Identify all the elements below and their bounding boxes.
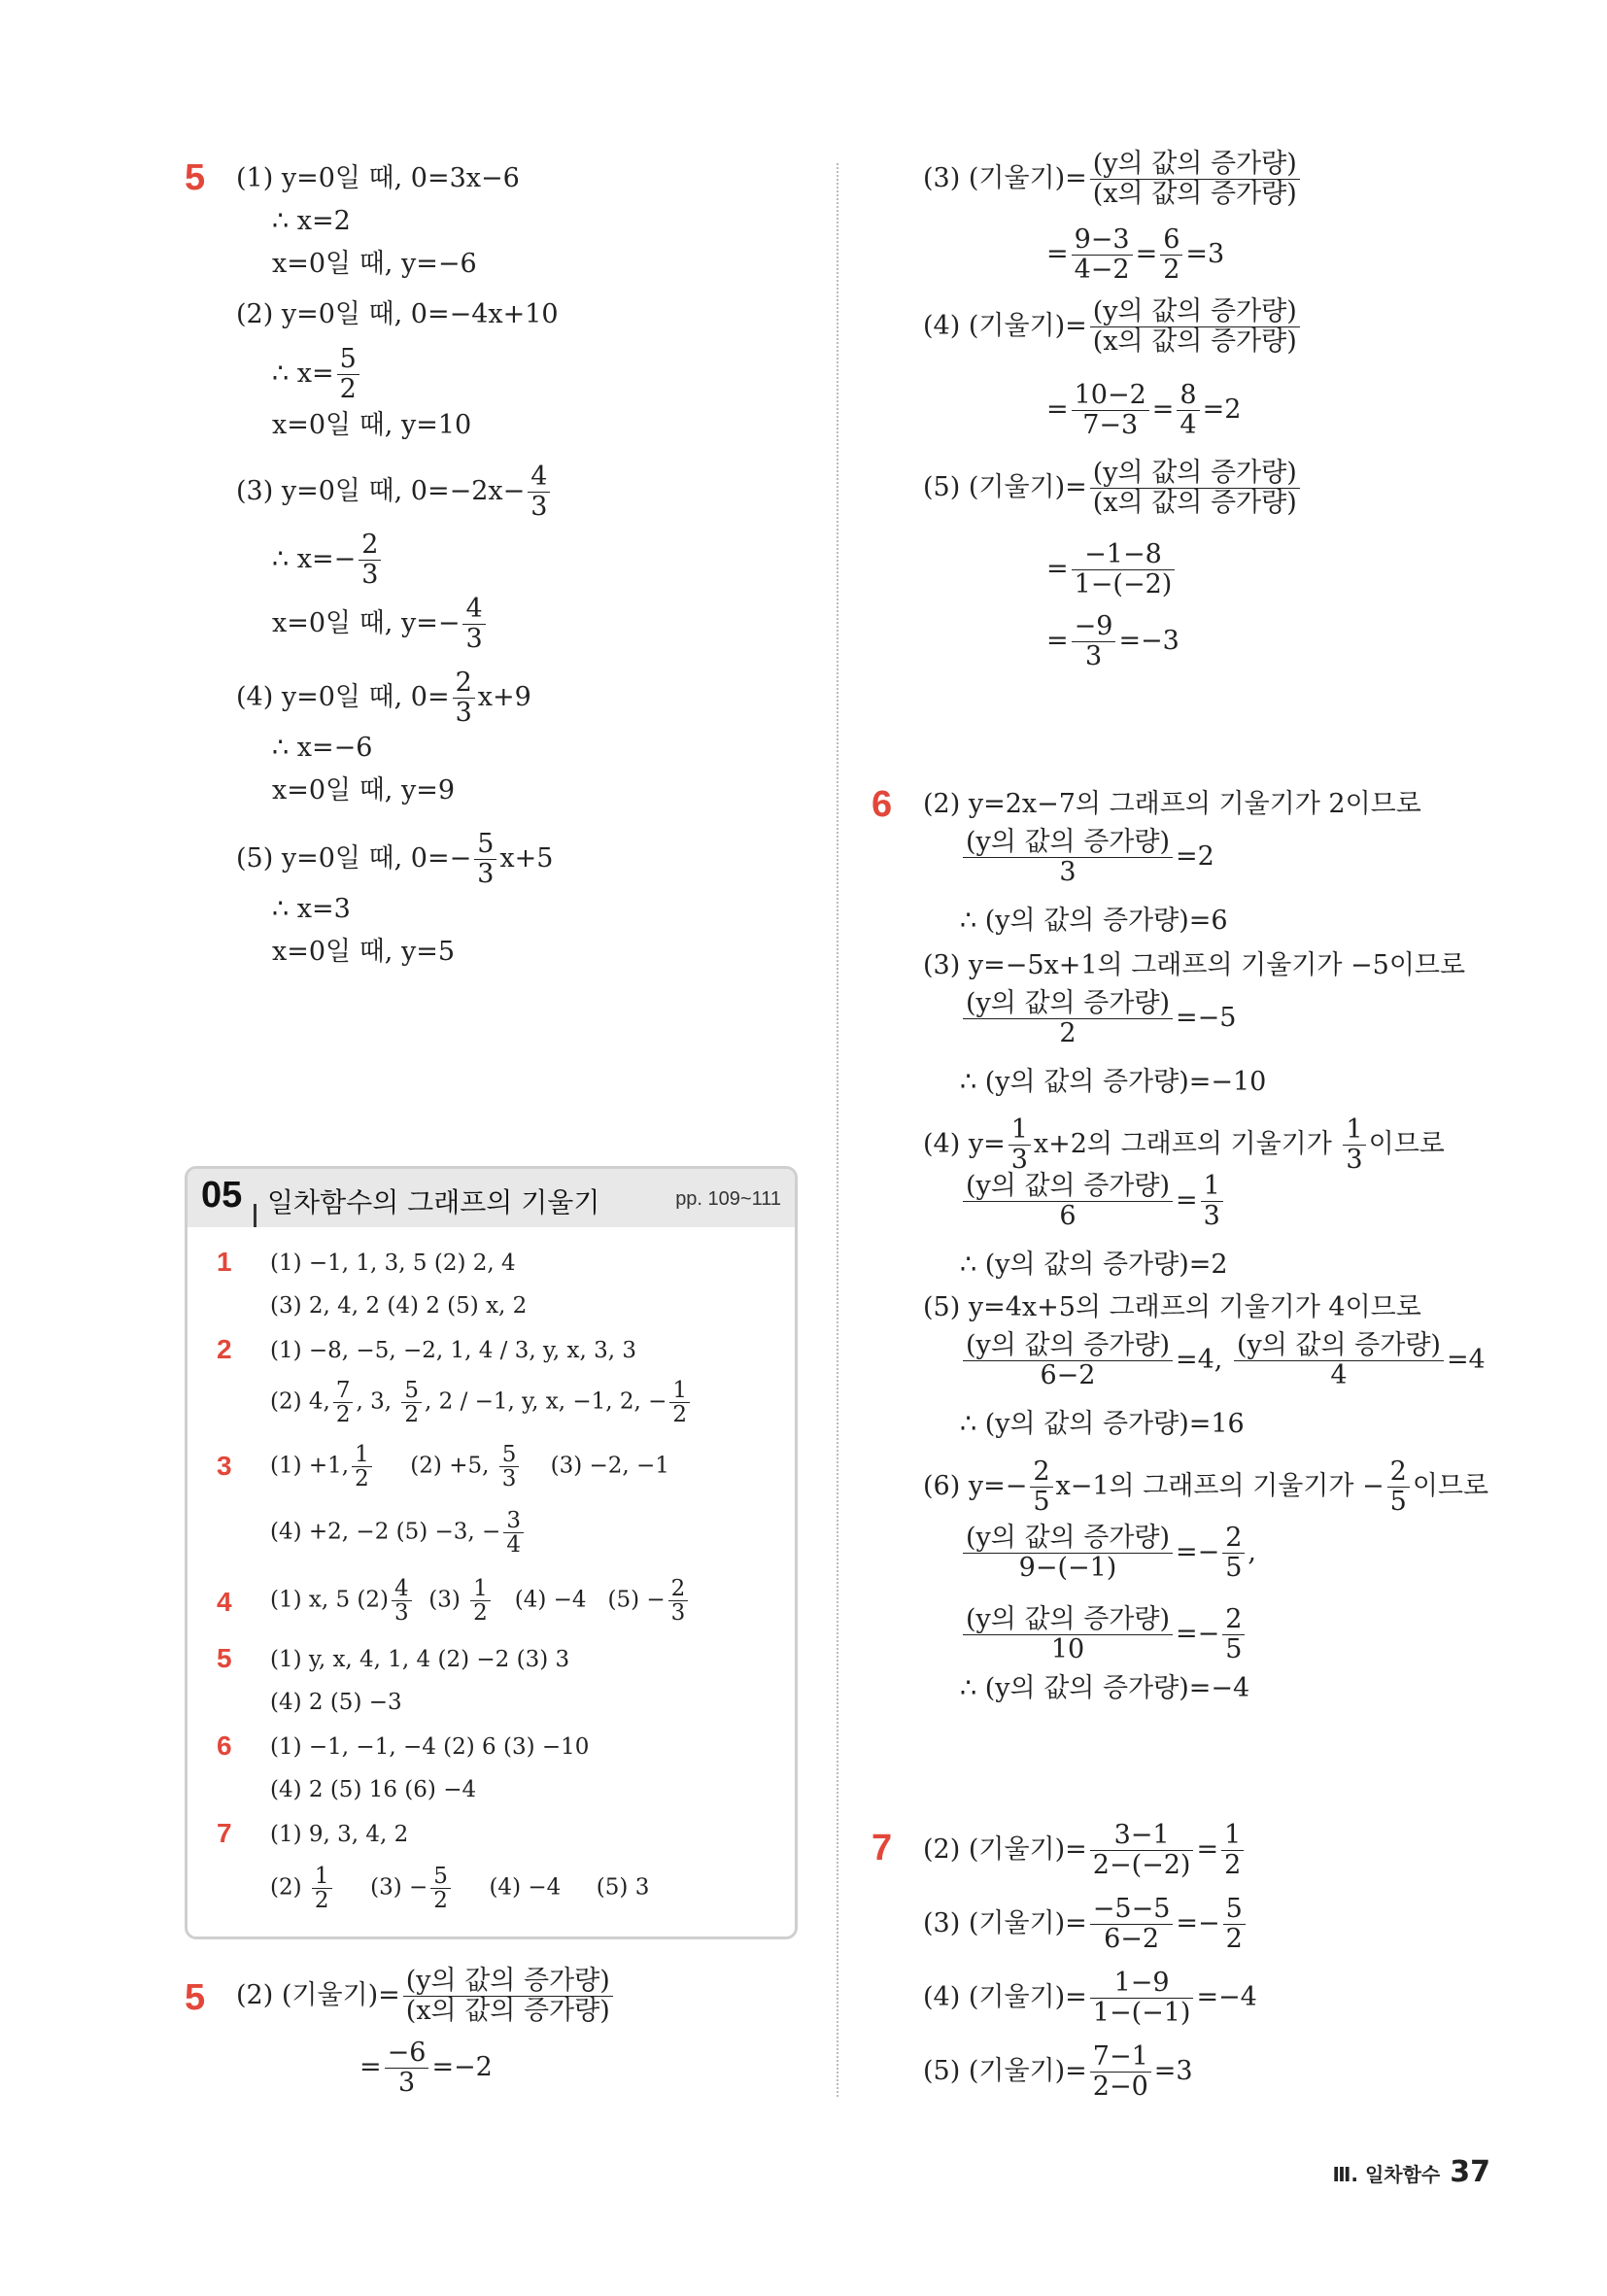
p5-line-5: ∴ x= $\frac{5}{2}$ xyxy=(272,345,362,404)
p5-line-9: x=0일 때, y=− $\frac{4}{3}$ xyxy=(272,595,489,654)
box-row-11: (4) 2 (5) 16 (6) −4 xyxy=(270,1777,477,1802)
p6-line-10: (5) y=4x+5의 그래프의 기울기가 4이므로 xyxy=(923,1292,1421,1322)
box-row-9: (4) 2 (5) −3 xyxy=(270,1690,402,1715)
p5b-line-2: = $\frac{-6}{3}$ =−2 xyxy=(359,2038,493,2098)
box-header xyxy=(188,1169,795,1227)
p6-line-2: $\frac{\text{(y의 값의 증가량)}}{3}$ =2 xyxy=(960,828,1214,887)
p5-line-15: x=0일 때, y=5 xyxy=(272,937,455,967)
box-row-1-num: 1 xyxy=(217,1247,232,1277)
p5c-line-6: = $\frac{-1-8}{1-(-2)}$ xyxy=(1046,540,1178,600)
p6-line-12: ∴ (y의 값의 증가량)=16 xyxy=(960,1409,1245,1439)
p7-line-1: (2) (기울기)= $\frac{3-1}{2-(-2)}$ = $\frac{1}{2}$ xyxy=(923,1821,1247,1880)
p5-line-3: x=0일 때, y=−6 xyxy=(272,249,477,279)
p5-line-8: ∴ x=− $\frac{2}{3}$ xyxy=(272,531,384,590)
box-row-5-num: 3 xyxy=(217,1451,232,1481)
p5-line-14: ∴ x=3 xyxy=(272,894,351,924)
p7-line-2: (3) (기울기)= $\frac{-5-5}{6-2}$ =− $\frac{5}{2}$ xyxy=(923,1895,1248,1954)
p6-line-1: (2) y=2x−7의 그래프의 기울기가 2이므로 xyxy=(923,789,1421,819)
box-row-12-num: 7 xyxy=(217,1818,232,1848)
p6-line-7: (4) y= $\frac{1}{3}$ x+2의 그래프의 기울기가 $\frac{1}{3}$ 이므로 xyxy=(923,1114,1445,1175)
box-row-2: (3) 2, 4, 2 (4) 2 (5) x, 2 xyxy=(270,1293,528,1319)
section-number: 05 xyxy=(201,1175,243,1216)
box-row-10: (1) −1, −1, −4 (2) 6 (3) −10 xyxy=(270,1734,590,1760)
column-divider xyxy=(837,163,838,2097)
p5c-line-3: (4) (기울기)= $\frac{\text{(y의 값의 증가량)}}{\text{(x의 값의 증가량)}}$ xyxy=(923,297,1303,357)
box-row-10-num: 6 xyxy=(217,1731,232,1761)
p6-line-4: (3) y=−5x+1의 그래프의 기울기가 −5이므로 xyxy=(923,950,1466,980)
p5-line-11: ∴ x=−6 xyxy=(272,733,373,763)
p6-line-11: $\frac{\text{(y의 값의 증가량)}}{6-2}$ =4, $\frac{\text{(y의 값의 증가량)}}{4}$ =4 xyxy=(960,1331,1486,1390)
header-bar xyxy=(254,1204,256,1227)
p6-line-5: $\frac{\text{(y의 값의 증가량)}}{2}$ =−5 xyxy=(960,989,1236,1048)
box-row-8-num: 5 xyxy=(217,1643,232,1673)
problem-6-number: 6 xyxy=(872,784,893,825)
p5-line-7: (3) y=0일 때, 0=−2x− $\frac{4}{3}$ xyxy=(236,463,553,522)
box-row-3-num: 2 xyxy=(217,1334,232,1364)
p6-line-3: ∴ (y의 값의 증가량)=6 xyxy=(960,906,1228,936)
p6-line-15: $\frac{\text{(y의 값의 증가량)}}{10}$ =− $\frac{2}{5}$ xyxy=(960,1605,1248,1664)
problem-5b-number: 5 xyxy=(185,1977,206,2018)
box-row-3: (1) −8, −5, −2, 1, 4 / 3, y, x, 3, 3 xyxy=(270,1338,637,1363)
box-row-1: (1) −1, 1, 3, 5 (2) 2, 4 xyxy=(270,1251,516,1276)
p6-line-16: ∴ (y의 값의 증가량)=−4 xyxy=(960,1673,1250,1703)
section-title: 일차함수의 그래프의 기울기 xyxy=(267,1186,600,1218)
p5-line-6: x=0일 때, y=10 xyxy=(272,410,472,440)
p6-line-14: $\frac{\text{(y의 값의 증가량)}}{9-(-1)}$ =− $\frac{2}{5}$ , xyxy=(960,1524,1256,1583)
p6-line-6: ∴ (y의 값의 증가량)=−10 xyxy=(960,1067,1267,1097)
box-row-12: (1) 9, 3, 4, 2 xyxy=(270,1822,409,1847)
p5c-line-5: (5) (기울기)= $\frac{\text{(y의 값의 증가량)}}{\text{(x의 값의 증가량)}}$ xyxy=(923,459,1303,518)
p5c-line-2: = $\frac{9-3}{4-2}$ = $\frac{6}{2}$ =3 xyxy=(1046,224,1225,285)
box-row-8: (1) y, x, 4, 1, 4 (2) −2 (3) 3 xyxy=(270,1647,570,1672)
p7-line-4: (5) (기울기)= $\frac{7-1}{2-0}$ =3 xyxy=(923,2041,1193,2102)
p5-line-4: (2) y=0일 때, 0=−4x+10 xyxy=(236,299,559,329)
box-row-6: (4) +2, −2 (5) −3, − $\frac{3}{4}$ xyxy=(270,1509,527,1557)
box-row-4: (2) 4, $\frac{7}{2}$ , 3, $\frac{5}{2}$ , 2 / −1, y, x, −1, 2, − $\frac{1}{2}$ xyxy=(270,1379,693,1426)
problem-7-number: 7 xyxy=(872,1828,893,1868)
p5c-line-4: = $\frac{10-2}{7-3}$ = $\frac{8}{4}$ =2 xyxy=(1046,380,1242,440)
p5-line-1: (1) y=0일 때, 0=3x−6 xyxy=(236,163,520,193)
page-number: 37 xyxy=(1450,2155,1490,2189)
p6-line-8: $\frac{\text{(y의 값의 증가량)}}{6}$ = $\frac{1}{3}$ xyxy=(960,1172,1226,1231)
p5c-line-7: = $\frac{-9}{3}$ =−3 xyxy=(1046,611,1180,671)
p5-line-12: x=0일 때, y=9 xyxy=(272,775,455,805)
answer-summary-box xyxy=(185,1166,798,1939)
chapter-label: Ⅲ. 일차함수 xyxy=(1332,2163,1441,2186)
p5-line-10: (4) y=0일 때, 0= $\frac{2}{3}$ x+9 xyxy=(236,668,531,728)
p5b-line-1: (2) (기울기)= $\frac{\text{(y의 값의 증가량)}}{\text{(x의 값의 증가량)}}$ xyxy=(236,1967,616,2026)
box-row-7: (1) x, 5 (2) $\frac{4}{3}$ (3) $\frac{1}{2}$ (4) −4 (5) − $\frac{2}{3}$ xyxy=(270,1577,691,1625)
p6-line-9: ∴ (y의 값의 증가량)=2 xyxy=(960,1250,1228,1280)
p6-line-13: (6) y=− $\frac{2}{5}$ x−1의 그래프의 기울기가 − $\frac{2}{5}$ 이므로 xyxy=(923,1456,1489,1517)
p5c-line-1: (3) (기울기)= $\frac{\text{(y의 값의 증가량)}}{\text{(x의 값의 증가량)}}$ xyxy=(923,150,1303,209)
page-range: pp. 109~111 xyxy=(675,1188,781,1210)
p5-line-13: (5) y=0일 때, 0=− $\frac{5}{3}$ x+5 xyxy=(236,829,554,889)
problem-5-number: 5 xyxy=(185,157,206,198)
box-row-5: (1) +1, $\frac{1}{2}$ (2) +5, $\frac{5}{3}$ (3) −2, −1 xyxy=(270,1442,669,1491)
page-footer xyxy=(1333,2155,1491,2189)
p7-line-3: (4) (기울기)= $\frac{1-9}{1-(-1)}$ =−4 xyxy=(923,1968,1257,2028)
box-row-13: (2) $\frac{1}{2}$ (3) − $\frac{5}{2}$ (4) −4 (5) 3 xyxy=(270,1864,650,1913)
p5-line-2: ∴ x=2 xyxy=(272,206,351,236)
box-row-7-num: 4 xyxy=(217,1587,232,1617)
